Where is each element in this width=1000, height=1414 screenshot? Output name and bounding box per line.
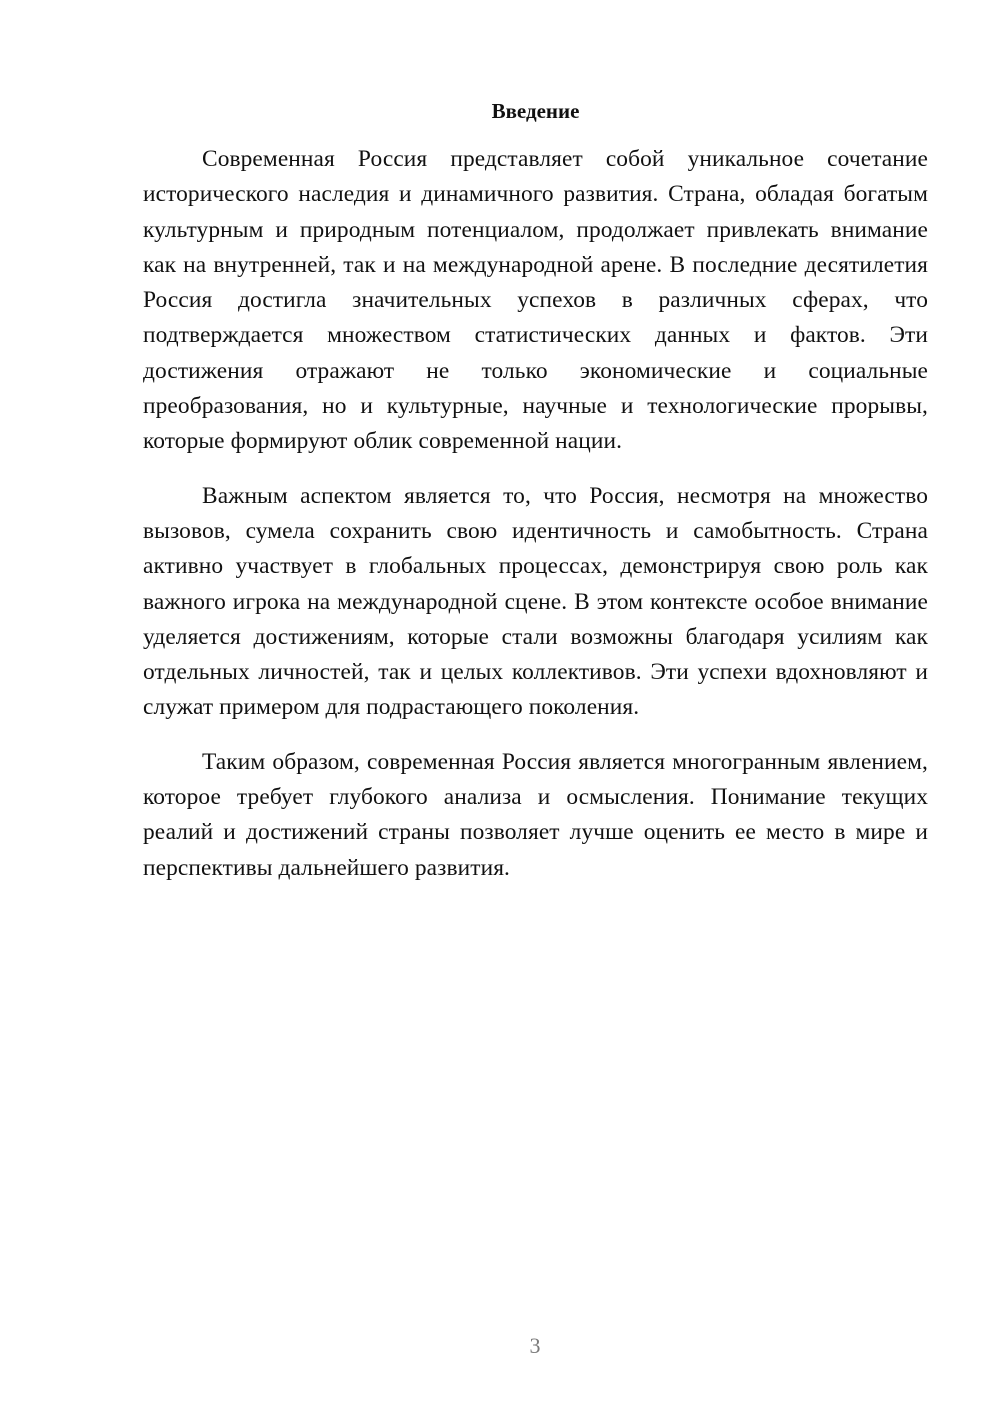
paragraph-3: Таким образом, современная Россия является многогранным явлением, которое требует глубокого анализа и осмысления. Понимание текущих реалий и достижений страны позволяет лучше оценить ее место в мире и перспективы дальнейшего развития. (143, 748, 928, 881)
document-body (143, 142, 928, 905)
paragraph-1: Современная Россия представляет собой уникальное сочетание исторического наследия и динамичного развития. Страна, обладая богатым культурным и природным потенциалом, продолжает привлекать внимание как на внутренней, так и на международной арене. В последние десятилетия Россия достигла значительных успехов в различных сферах, что подтверждается множеством статистических данных и фактов. Эти достижения отражают не только экономические и социальные преобразования, но и культурные, научные и технологические прорывы, которые формируют облик современной нации. (143, 146, 928, 455)
section-title: Введение (491, 99, 580, 123)
paragraph-2: Важным аспектом является то, что Россия, несмотря на множество вызовов, сумела сохранить свою идентичность и самобытность. Страна активно участвует в глобальных процессах, демонстрируя свою роль как важного игрока на международной сцене. В этом контексте особое внимание уделяется достижениям, которые стали возможны благодаря усилиям как отдельных личностей, так и целых коллективов. Эти успехи вдохновляют и служат примером для подрастающего поколения. (143, 482, 928, 721)
page-number: 3 (529, 1333, 541, 1358)
